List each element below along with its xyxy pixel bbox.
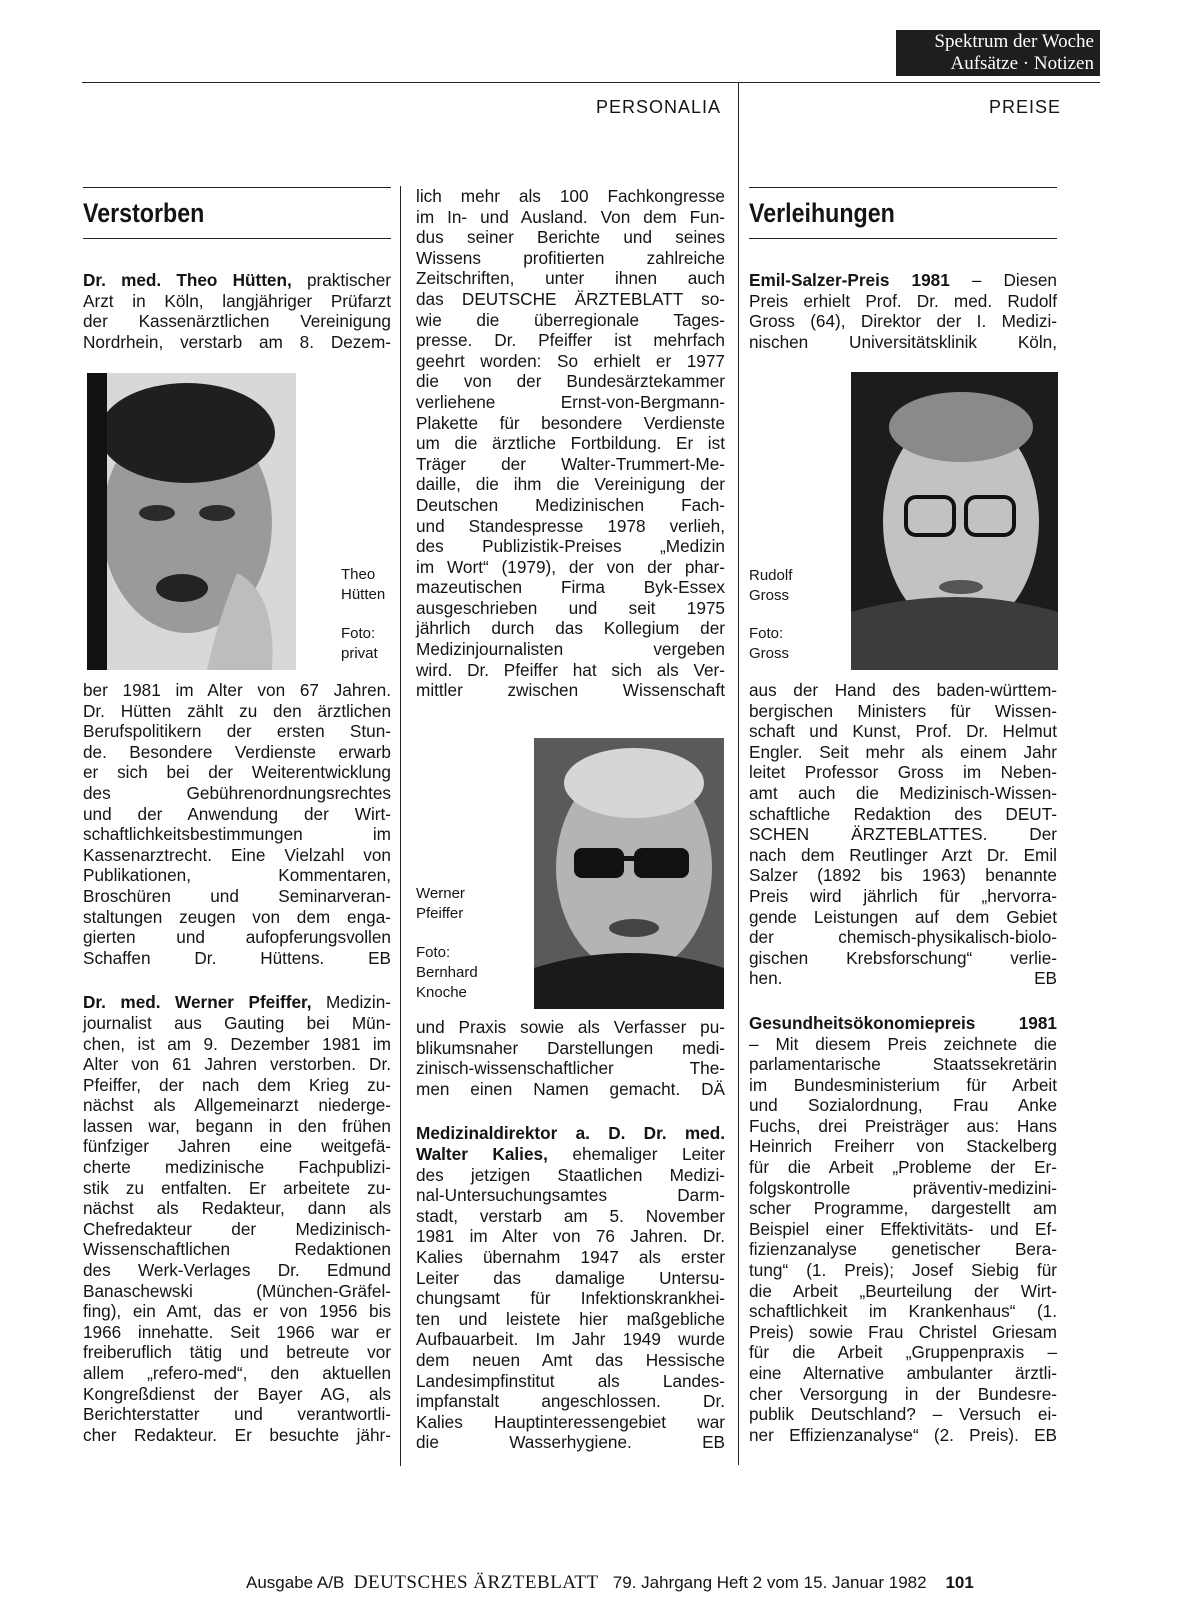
page-footer bbox=[246, 1572, 1102, 1594]
photo-rudolf-gross bbox=[851, 372, 1058, 670]
header-rule bbox=[82, 82, 1100, 83]
section-label-personalia: PERSONALIA bbox=[596, 97, 722, 117]
footer-journal: DEUTSCHES ÄRZTEBLATT bbox=[353, 1572, 599, 1593]
signature-eb: EB bbox=[702, 1432, 725, 1453]
salzer-prize-name: Emil-Salzer-Preis 1981 bbox=[749, 270, 950, 290]
column-divider-left bbox=[400, 186, 401, 1466]
signature-dae: DÄ bbox=[701, 1078, 726, 1099]
heading-verstorben: Verstorben bbox=[83, 198, 205, 228]
heading-rule-top bbox=[83, 187, 391, 188]
kalies-name-line1: Medizinaldirektor a. D. Dr. med. bbox=[416, 1123, 725, 1144]
portrait-image bbox=[534, 738, 724, 1009]
heading-rule-bottom bbox=[749, 238, 1057, 239]
heading-rule-top bbox=[749, 187, 1057, 188]
photo-theo-hutten bbox=[87, 373, 296, 670]
caption-hutten: Theo Hütten bbox=[341, 566, 386, 603]
heading-verleihungen: Verleihungen bbox=[749, 198, 895, 228]
photo-werner-pfeiffer bbox=[534, 738, 724, 1009]
section-tag-line1: Spektrum der Woche bbox=[934, 31, 1094, 52]
salzer-body-and-gesundheit: aus der Hand des baden-württem- bergischen Ministers für Wissen- schaft und Kunst, Prof. Dr. Helmut Engler. Seit mehr als einem Jahr leitet Professor Gross im Neben- amt auch die Medizinisch-Wissen- schaftliche Redaktion des DEUT- SCHEN ÄRZTEBLATTES. Der nach dem Reutlinger Arzt Dr. Emil Salzer (1892 bis 1963) benannte Preis wird jährlich für „hervorra- gende Leistungen auf dem Gebiet der chemisch-physikalisch-biolo- gischen Krebsforschung“ verlie- hen. EB Gesundheitsökonomiepreis 1981 – Mit diesem Preis zeichnete die parlamentarische Staatssekretärin im Bundesministerium für Arbeit und Sozialordnung, Frau Anke Fuchs, drei Preisträger aus: Hans Heinrich Freiherr von Stackelberg für die Arbeit „Probleme der Er- folgskontrolle präventiv-medizini- scher Programme, dargestellt am Beispiel einer Effektivitäts- und Ef- fizienzanalyse genetischer Bera- tung“ (1. Preis); Josef Siebig für die Arbeit „Beurteilung der Wirt- schaftlichkeit im Krankenhaus“ (1. Preis) sowie Frau Christel Griesam für die Arbeit „Gruppenpraxis – eine Alternative ambulanter ärztli- cher Versorgung in der Bundesre- publik Deutschland? – Versuch ei- ner Effizienzanalyse“ (2. Preis). EB bbox=[749, 680, 1057, 1445]
column-divider-right bbox=[738, 83, 739, 1465]
caption-gross: Rudolf Gross bbox=[749, 567, 793, 604]
credit-hutten: Foto: privat bbox=[341, 625, 378, 662]
credit-pfeiffer: Foto: Bernhard Knoche bbox=[416, 944, 478, 1001]
hutten-body: ber 1981 im Alter von 67 Jahren. Dr. Hütten zählt zu den ärztlichen Berufspolitikern der ersten Stun- de. Besondere Verdienste erwarb er sich bei der Weiterentwicklung des Gebührenordnungsrechtes und der Anwendung der Wirt- schaftlichkeitsbestimmungen im Kassenarztrecht. Eine Vielzahl von Publikationen, Kommentaren, Broschüren und Seminarveran- staltungen zeugen von dem enga- gierten und aufopferungsvollen Schaffen Dr. Hüttens. EB Dr. med. Werner Pfeiffer, Medizin- journalist aus Gauting bei Mün- chen, ist am 9. Dezember 1981 im Alter von 61 Jahren verstorben. Dr. Pfeiffer, der nach dem Krieg zu- nächst als Allgemeinarzt niederge- lassen war, begann in den frühen fünfziger Jahren eine weitgefä- cherte medizinische Fachpublizi- stik zu entfalten. Er arbeitete zu- nächst als Redakteur, dann als Chefredakteur der Medizinisch- Wissenschaftlichen Redaktionen des Werk-Verlages Dr. Edmund Banaschewski (München-Gräfel- fing), ein Amt, das er von 1956 bis 1966 innehatte. Seit 1966 war er freiberuflich tätig und betreute vor allem „refero-med“, den aktuellen Kongreßdienst der Bayer AG, als Berichterstatter und verantwortli- cher Redakteur. Er besuchte jähr- bbox=[83, 680, 391, 1445]
signature-eb: EB bbox=[1034, 968, 1057, 989]
footer-issue: 79. Jahrgang Heft 2 vom 15. Januar 1982 bbox=[612, 1573, 927, 1592]
hutten-name: Dr. med. Theo Hütten, bbox=[83, 270, 292, 290]
heading-rule-bottom bbox=[83, 238, 391, 239]
section-tag-line2: Aufsätze · Notizen bbox=[950, 53, 1094, 74]
pfeiffer-continued: lich mehr als 100 Fachkongresse im In- und Ausland. Von dem Fun- dus seiner Berichte und seines Wissens profitierten zahlreiche Zeitschriften, unter ihnen auch das DEUTSCHE ÄRZTEBLATT so- wie die überregionale Tages- presse. Dr. Pfeiffer ist mehrfach geehrt worden: So erhielt er 1977 die von der Bundesärztekammer verliehene Ernst-von-Bergmann- Plakette für besondere Verdienste um die ärztliche Fortbildung. Er ist Träger der Walter-Trummert-Me- daille, die ihm die Vereinigung der Deutschen Medizinischen Fach- und Standespresse 1978 verlieh, des Publizistik-Preises „Medizin im Wort“ (1979), der von der phar- mazeutischen Firma Byk-Essex ausgeschrieben und seit 1975 jährlich durch das Kollegium der Medizinjournalisten vergeben wird. Dr. Pfeiffer hat sich als Ver- mittler zwischen Wissenschaft bbox=[416, 186, 725, 701]
credit-gross: Foto: Gross bbox=[749, 625, 790, 662]
hutten-intro: Dr. med. Theo Hütten, praktischer Arzt in Köln, langjähriger Prüfarzt der Kassenärztlichen Vereinigung Nordrhein, verstarb am 8. Dezem- bbox=[83, 270, 391, 352]
gesundheit-prize-name: Gesundheitsökonomiepreis 1981 bbox=[749, 1012, 1057, 1033]
kalies-name-line2: Walter Kalies, bbox=[416, 1143, 548, 1164]
salzer-intro: Emil-Salzer-Preis 1981 – Diesen Preis erhielt Prof. Dr. med. Rudolf Gross (64), Direktor der I. Medizi- nischen Universitätsklinik Köln, bbox=[749, 270, 1057, 352]
caption-pfeiffer: Werner Pfeiffer bbox=[416, 885, 465, 922]
portrait-image bbox=[87, 373, 296, 670]
page-number: 101 bbox=[945, 1573, 974, 1592]
section-tag bbox=[896, 30, 1100, 76]
footer-edition: Ausgabe A/B bbox=[246, 1573, 345, 1592]
signature-eb: EB bbox=[368, 947, 391, 968]
portrait-image bbox=[851, 372, 1058, 670]
pfeiffer-end-and-kalies: und Praxis sowie als Verfasser pu- blikumsnaher Darstellungen medi- zinisch-wissenschaftlicher The- men einen Namen gemacht. DÄ Medizinaldirektor a. D. Dr. med. Walter Kalies, ehemaliger Leiter des jetzigen Staatlichen Medizi- nal-Untersuchungsamtes Darm- stadt, verstarb am 5. November 1981 im Alter von 76 Jahren. Dr. Kalies übernahm 1947 als erster Leiter das damalige Untersu- chungsamt für Infektionskrankhei- ten und leistete hier maßgebliche Aufbauarbeit. Im Jahr 1949 wurde dem neuen Amt das Hessische Landesimpfinstitut als Landes- impfanstalt angeschlossen. Dr. Kalies Hauptinteressengebiet war die Wasserhygiene. EB bbox=[416, 1017, 726, 1453]
section-label-preise: PREISE bbox=[989, 97, 1062, 117]
pfeiffer-name: Dr. med. Werner Pfeiffer, bbox=[83, 992, 312, 1013]
